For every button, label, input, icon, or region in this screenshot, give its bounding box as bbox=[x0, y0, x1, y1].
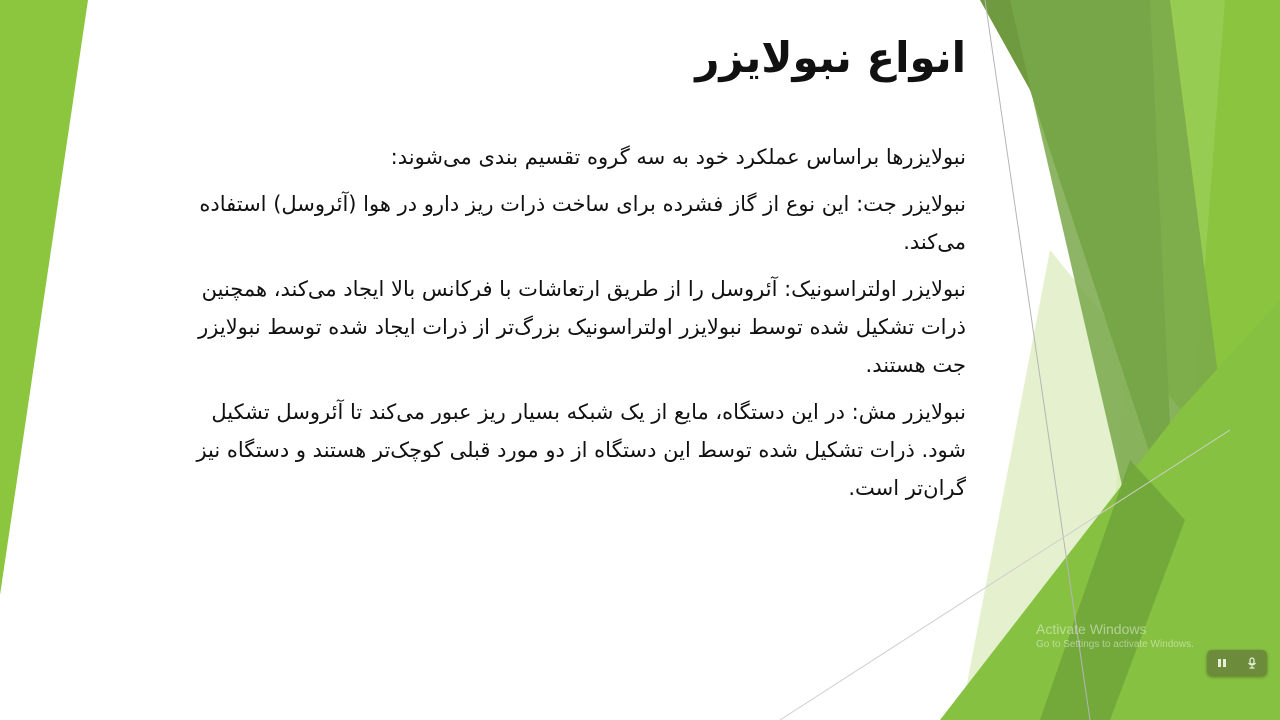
paragraph-intro: نبولایزرها براساس عملکرد خود به سه گروه تقسیم بندی می‌شوند: bbox=[390, 145, 966, 169]
microphone-icon bbox=[1246, 657, 1258, 669]
watermark-title: Activate Windows bbox=[1036, 621, 1147, 637]
activate-windows-watermark bbox=[1036, 620, 1194, 652]
microphone-button[interactable] bbox=[1240, 653, 1264, 673]
left-green-wedge bbox=[0, 0, 88, 595]
pause-icon bbox=[1217, 658, 1227, 668]
slide-body bbox=[176, 138, 966, 516]
playback-controls bbox=[1207, 650, 1267, 676]
paragraph-mesh-nebulizer: نبولایزر مش: در این دستگاه، مایع از یک شبکه بسیار ریز عبور می‌کند تا آئروسل تشکیل شود. ذرات تشکیل شده توسط این دستگاه از دو مورد قبلی کوچک‌تر هستند و دستگاه نیز گران‌تر است. bbox=[196, 400, 966, 500]
paragraph-ultrasonic-nebulizer: نبولایزر اولتراسونیک: آئروسل را از طریق ارتعاشات با فرکانس بالا ایجاد می‌کند، همچنین ذرات تشکیل شده توسط نبولایزر اولتراسونیک بزرگ‌تر از ذرات ایجاد شده توسط نبولایزر جت هستند. bbox=[198, 277, 966, 377]
pause-button[interactable] bbox=[1210, 653, 1234, 673]
watermark-subtitle: Go to Settings to activate Windows. bbox=[1036, 639, 1194, 650]
paragraph-jet-nebulizer: نبولایزر جت: این نوع از گاز فشرده برای ساخت ذرات ریز دارو در هوا (آئروسل) استفاده می‌کند. bbox=[199, 192, 966, 254]
slide-title: انواع نبولایزر bbox=[695, 33, 966, 82]
